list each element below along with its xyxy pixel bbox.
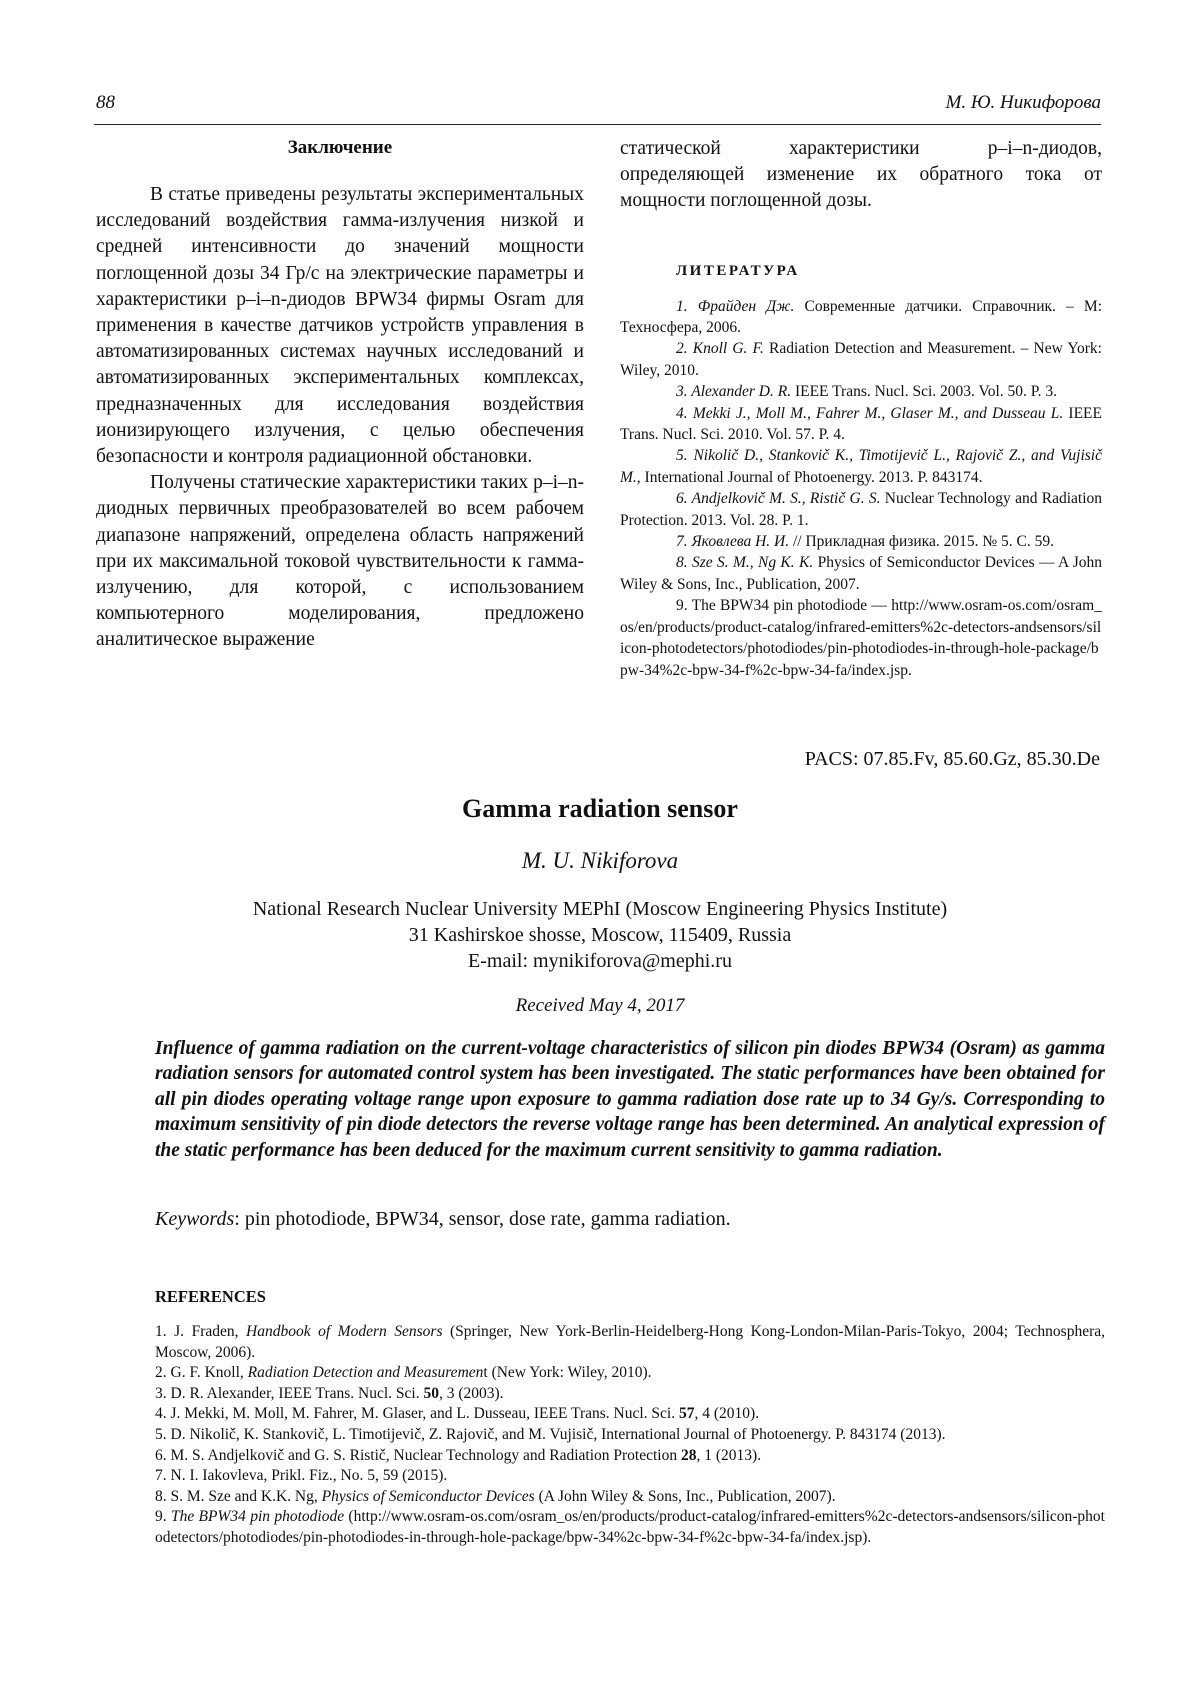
reference-item bbox=[155, 1404, 1105, 1425]
affiliation bbox=[0, 896, 1200, 974]
ref-text: 8. S. M. Sze and K.K. Ng, bbox=[155, 1487, 322, 1505]
ref-text: t (New York: Wiley, 2010). bbox=[483, 1364, 652, 1382]
literature-rest: — http://www.osram-os.com/osram_os/en/products/product-catalog/infrared-emitters%2c-detectors-andsensors/silicon-photodetectors/photodiodes/pin-photodiodes-in-through-hole-package/bpw-34%2c-bpw-34-f%2c-bpw-34-fa/index.jsp. bbox=[620, 597, 1102, 679]
ref-text: 7. N. I. Iakovleva, Prikl. Fiz., No. 5, 59 (2015). bbox=[155, 1467, 448, 1485]
reference-item bbox=[155, 1487, 1105, 1508]
ref-text: (http://www.osram-os.com/osram_os/en/products/product-catalog/infrared-emitters%2c-detectors-andsensors/silicon-photodetectors/photodiodes/pin-photodiodes-in-through-hole-package/bpw-34%2c-bpw-34-f%2c-bpw-34-fa/index.jsp). bbox=[155, 1508, 1105, 1546]
conclusion-title: Заключение bbox=[287, 137, 393, 158]
literature-item bbox=[620, 595, 1102, 681]
ref-text: 3. D. R. Alexander, IEEE Trans. Nucl. Sci. bbox=[155, 1384, 424, 1402]
ref-text: 9. bbox=[155, 1508, 171, 1526]
author-email: E-mail: mynikiforova@mephi.ru bbox=[468, 950, 732, 972]
literature-authors: 9. The BPW34 pin photodiode bbox=[676, 597, 868, 615]
ref-title: The BPW34 pin photodiode bbox=[170, 1508, 345, 1526]
ref-text: 2. G. F. Knoll, bbox=[155, 1364, 248, 1382]
literature-rest: , International Journal of Photoenergy. 2013. P. 843174. bbox=[636, 468, 983, 486]
literature-authors: 7. Яковлева Н. И. bbox=[676, 533, 790, 551]
conclusion-paragraph-2-continued: статической характеристики p–i–n-диодов, определяющей изменение их обратного тока от мощности поглощенной дозы. bbox=[620, 138, 1102, 212]
ref-volume: 50 bbox=[423, 1384, 439, 1402]
ref-text: (A John Wiley & Sons, Inc., Publication, 2007). bbox=[534, 1487, 836, 1505]
ref-title: Physics of Semiconductor Devices bbox=[321, 1487, 535, 1505]
ref-text: , 1 (2013). bbox=[696, 1446, 762, 1464]
ref-text: 1. J. Fraden, bbox=[155, 1323, 247, 1340]
literature-authors: 5. Nikolič D., Stankovič K., Timotijevič L., Rajovič Z., and Vujisič M. bbox=[620, 447, 1102, 486]
literature-item bbox=[620, 381, 1102, 402]
keywords-text: : pin photodiode, BPW34, sensor, dose rate, gamma radiation. bbox=[234, 1208, 731, 1230]
literature-title: ЛИТЕРАТУРА bbox=[676, 262, 800, 279]
literature-item bbox=[620, 531, 1102, 552]
literature-item bbox=[620, 338, 1102, 381]
literature-rest: Physics of Semiconductor Devices — A John Wiley & Sons, Inc., Publication, 2007. bbox=[620, 554, 1103, 593]
reference-item bbox=[155, 1446, 1105, 1467]
affiliation-line-1: National Research Nuclear University MEPhI (Moscow Engineering Physics Institute) bbox=[252, 898, 948, 920]
literature-rest: Современные датчики. Справочник. – М: Техносфера, 2006. bbox=[620, 297, 1102, 337]
reference-item bbox=[155, 1363, 1105, 1384]
literature-authors: 3. Alexander D. R. bbox=[676, 383, 792, 401]
ref-volume: 28 bbox=[681, 1446, 697, 1464]
ref-text: , 3 (2003). bbox=[438, 1384, 504, 1402]
literature-authors: 2. Knoll G. F. bbox=[676, 340, 764, 358]
page-number: 88 bbox=[96, 92, 115, 113]
ref-text: 6. M. S. Andjelkovič and G. S. Ristič, Nuclear Technology and Radiation Protection bbox=[155, 1446, 681, 1464]
reference-item bbox=[155, 1425, 1105, 1446]
header-rule bbox=[94, 124, 1101, 125]
conclusion-paragraph-2: Получены статические характеристики таких p–i–n-диодных первичных преобразователей во всем рабочем диапазоне напряжений, определена область напряжений при их максимальной токовой чувствительности к гамма-излучению, для которой, с использованием компьютерного моделирования, предложено аналитическое выражение bbox=[96, 472, 584, 651]
ref-text: 4. J. Mekki, M. Moll, M. Fahrer, M. Glaser, and L. Dusseau, IEEE Trans. Nucl. Sci. bbox=[155, 1405, 679, 1423]
ref-title: Handbook of Modern Sensors bbox=[246, 1323, 443, 1340]
references-title: REFERENCES bbox=[155, 1287, 266, 1306]
literature-authors: 6. Andjelkovič M. S., Ristič G. S. bbox=[676, 490, 881, 508]
literature-item bbox=[620, 552, 1102, 595]
literature-item bbox=[620, 488, 1102, 531]
reference-item bbox=[155, 1466, 1105, 1487]
literature-authors: 1. Фрайден Дж. bbox=[676, 297, 795, 315]
reference-item bbox=[155, 1507, 1105, 1548]
literature-authors: 4. Mekki J., Moll M., Fahrer M., Glaser M., and Dusseau L. bbox=[676, 404, 1064, 422]
literature-rest: // Прикладная физика. 2015. № 5. С. 59. bbox=[789, 533, 1054, 551]
literature-rest: Nuclear Technology and Radiation Protection. 2013. Vol. 28. P. 1. bbox=[620, 490, 1103, 529]
literature-rest: IEEE Trans. Nucl. Sci. 2003. Vol. 50. P. 3. bbox=[791, 383, 1058, 401]
ref-text: (Springer, New York-Berlin-Heidelberg-Hong Kong-London-Milan-Paris-Tokyo, 2004; Technosphera, Moscow, 2006). bbox=[155, 1323, 1105, 1361]
right-column bbox=[620, 136, 1102, 681]
english-author: M. U. Nikiforova bbox=[521, 848, 679, 873]
literature-rest: IEEE Trans. Nucl. Sci. 2010. Vol. 57. P. 4. bbox=[620, 404, 1102, 444]
literature-rest: Radiation Detection and Measurement. – New York: Wiley, 2010. bbox=[620, 340, 1102, 379]
literature-item bbox=[620, 403, 1102, 446]
pacs-codes: PACS: 07.85.Fv, 85.60.Gz, 85.30.De bbox=[804, 748, 1100, 770]
ref-text: , 4 (2010). bbox=[694, 1405, 760, 1423]
running-author: М. Ю. Никифорова bbox=[945, 92, 1101, 113]
literature-authors: 8. Sze S. M., Ng K. K. bbox=[676, 554, 814, 572]
keywords bbox=[155, 1208, 1105, 1231]
ref-text: 5. D. Nikolič, K. Stankovič, L. Timotijevič, Z. Rajovič, and M. Vujisič, International Journal of Photoenergy. P. 843174 (2013). bbox=[155, 1425, 946, 1443]
literature-item bbox=[620, 296, 1102, 339]
reference-item bbox=[155, 1322, 1105, 1363]
ref-volume: 57 bbox=[679, 1405, 695, 1423]
reference-item bbox=[155, 1384, 1105, 1405]
received-date: Received May 4, 2017 bbox=[515, 995, 685, 1016]
left-column bbox=[96, 136, 584, 654]
literature-item bbox=[620, 445, 1102, 488]
english-title: Gamma radiation sensor bbox=[462, 794, 738, 823]
keywords-label: Keywords bbox=[155, 1208, 235, 1230]
affiliation-line-2: 31 Kashirskoe shosse, Moscow, 115409, Russia bbox=[408, 924, 792, 946]
literature-list bbox=[620, 296, 1102, 681]
conclusion-paragraph-1: В статье приведены результаты экспериментальных исследований воздействия гамма-излучения низкой и средней интенсивности до значений мощности поглощенной дозы 34 Гр/с на электрические параметры и характеристики p–i–n-диодов BPW34 фирмы Osram для применения в качестве датчиков устройств управления в автоматизированных системах научных исследований и автоматизированных экспериментальных комплексах, предназначенных для исследования воздействия ионизирующего излучения, с целью обеспечения безопасности и контроля радиационной обстановки. bbox=[96, 184, 584, 468]
english-abstract: Influence of gamma radiation on the current-voltage characteristics of silicon pin diodes BPW34 (Osram) as gamma radiation sensors for automated control system has been investigated. The static performances have been obtained for all pin diodes operating voltage range upon exposure to gamma radiation dose rate up to 34 Gy/s. Corresponding to maximum sensitivity of pin diode detectors the reverse voltage range has been determined. An analytical expression of the static performance has been deduced for the maximum current sensitivity to gamma radiation. bbox=[155, 1038, 1105, 1161]
references-list bbox=[155, 1322, 1105, 1549]
ref-title: Radiation Detection and Measuremen bbox=[247, 1364, 484, 1382]
